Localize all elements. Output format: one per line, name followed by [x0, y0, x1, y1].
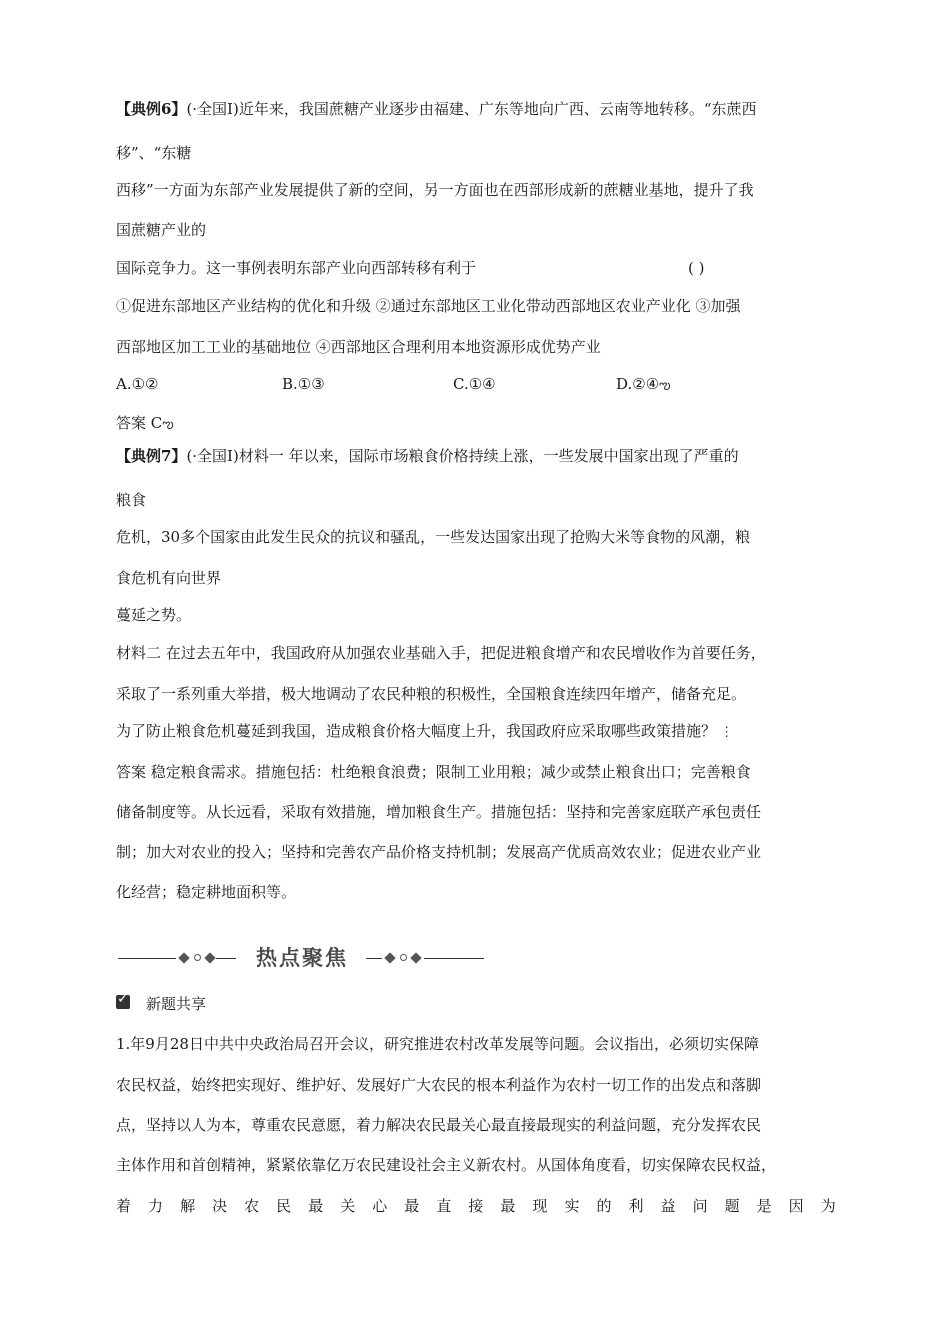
- banner-rule-left-short: [216, 958, 236, 959]
- diamond-ornament-icon: [204, 952, 215, 963]
- scroll-ornament-icon: ఌ: [659, 378, 671, 393]
- scroll-ornament-icon: ఌ: [162, 417, 174, 432]
- example6-line2: 移”、“东糖: [116, 144, 192, 162]
- question1-line2: 农民权益，始终把实现好、维护好、发展好广大农民的根本利益作为农村一切工作的出发点和落脚: [116, 1076, 762, 1094]
- q1-char: 是: [756, 1197, 772, 1215]
- question1-line5: [116, 1196, 836, 1216]
- example7-line1: 【典例7】(·全国Ⅰ)材料一 年以来，国际市场粮食价格持续上涨，一些发展中国家出现了严重的: [116, 447, 739, 465]
- diamond-ornament-icon: [178, 952, 189, 963]
- q1-char: 关: [340, 1197, 356, 1215]
- option-d: D.②④ఌ: [616, 375, 671, 393]
- question1-line4: 主体作用和首创精神，紧紧依靠亿万农民建设社会主义新农村。从国体角度看，切实保障农民权益，: [116, 1156, 777, 1174]
- q1-char: 接: [468, 1197, 484, 1215]
- banner-rule-right: [424, 958, 484, 959]
- q1-char: 利: [628, 1197, 644, 1215]
- example7-line5: 蔓延之势。: [116, 606, 192, 624]
- q1-char: 直: [436, 1197, 452, 1215]
- vertical-ellipsis-icon: ⋮: [716, 725, 734, 740]
- option-b: B.①③: [282, 375, 325, 393]
- dot-ornament-icon: [194, 954, 201, 961]
- q1-char: 着: [116, 1197, 132, 1215]
- question1-line1: 1.年9月28日中共中央政治局召开会议，研究推进农村改革发展等问题。会议指出，必须切实保障: [116, 1035, 759, 1053]
- q1-char: 实: [564, 1197, 580, 1215]
- section-banner: [118, 944, 484, 972]
- example7-line3: 危机，30多个国家由此发生民众的抗议和骚乱，一些发达国家出现了抢购大米等食物的风潮，粮: [116, 528, 751, 546]
- example6-answer: 答案 Cఌ: [116, 414, 174, 432]
- section-subtitle: 新题共享: [146, 995, 207, 1013]
- q1-char: 农: [244, 1197, 260, 1215]
- example7-line6: 材料二 在过去五年中，我国政府从加强农业基础入手，把促进粮食增产和农民增收作为首要任务，: [116, 644, 766, 662]
- example7-line2: 粮食: [116, 491, 147, 509]
- q1-char: 心: [372, 1197, 388, 1215]
- q1-char: 为: [820, 1197, 836, 1215]
- q1-char: 因: [788, 1197, 804, 1215]
- checkbox-icon: ✓: [117, 991, 129, 1007]
- example7-answer4: 化经营；稳定耕地面积等。: [116, 883, 297, 901]
- q1-char: 的: [596, 1197, 612, 1215]
- question1-line3: 点，坚持以人为本，尊重农民意愿，着力解决农民最关心最直接最现实的利益问题，充分发挥农民: [116, 1116, 762, 1134]
- example6-line5: 国际竞争力。这一事例表明东部产业向西部转移有利于: [116, 259, 477, 277]
- q1-char: 民: [276, 1197, 292, 1215]
- example7-answer3: 制；加大对农业的投入；坚持和完善农产品价格支持机制；发展高产优质高效农业；促进农业产业: [116, 843, 762, 861]
- q1-char: 决: [212, 1197, 228, 1215]
- diamond-ornament-icon: [410, 952, 421, 963]
- q1-char: 解: [180, 1197, 196, 1215]
- q1-char: 力: [148, 1197, 164, 1215]
- example7-line8: 为了防止粮食危机蔓延到我国，造成粮食价格大幅度上升，我国政府应采取哪些政策措施？ ⋮: [116, 722, 734, 740]
- section-title: 热点聚焦: [256, 946, 348, 970]
- example7-label: 【典例7】: [116, 447, 187, 465]
- example6-line4: 国蔗糖产业的: [116, 221, 207, 239]
- example6-label: 【典例6】: [116, 100, 187, 118]
- q1-char: 问: [692, 1197, 708, 1215]
- example6-line3: 西移”一方面为东部产业发展提供了新的空间，另一方面也在西部形成新的蔗糖业基地，提升了我: [116, 181, 754, 199]
- diamond-ornament-icon: [384, 952, 395, 963]
- answer-parentheses: ( ): [688, 259, 705, 277]
- banner-rule-right-short: [366, 958, 382, 959]
- example7-line7: 采取了一系列重大举措，极大地调动了农民种粮的积极性，全国粮食连续四年增产，储备充足。: [116, 685, 747, 703]
- example7-line4: 食危机有向世界: [116, 569, 222, 587]
- example6-line6: ①促进东部地区产业结构的优化和升级 ②通过东部地区工业化带动西部地区农业产业化 ③加强: [116, 297, 741, 315]
- example6-line1: 【典例6】(·全国Ⅰ)近年来，我国蔗糖产业逐步由福建、广东等地向广西、云南等地转移。“东蔗西: [116, 100, 757, 118]
- banner-rule-left: [118, 958, 176, 959]
- q1-char: 最: [308, 1197, 324, 1215]
- q1-char: 最: [404, 1197, 420, 1215]
- example6-line7: 西部地区加工工业的基础地位 ④西部地区合理利用本地资源形成优势产业: [116, 338, 601, 356]
- example7-answer2: 储备制度等。从长远看，采取有效措施，增加粮食生产。措施包括：坚持和完善家庭联产承包责任: [116, 803, 762, 821]
- dot-ornament-icon: [400, 954, 407, 961]
- q1-char: 益: [660, 1197, 676, 1215]
- q1-char: 最: [500, 1197, 516, 1215]
- option-a: A.①②: [116, 375, 159, 393]
- option-c: C.①④: [453, 375, 496, 393]
- q1-char: 题: [724, 1197, 740, 1215]
- q1-char: 现: [532, 1197, 548, 1215]
- example7-answer1: 答案 稳定粮食需求。措施包括：杜绝粮食浪费；限制工业用粮；减少或禁止粮食出口；完善粮食: [116, 763, 751, 781]
